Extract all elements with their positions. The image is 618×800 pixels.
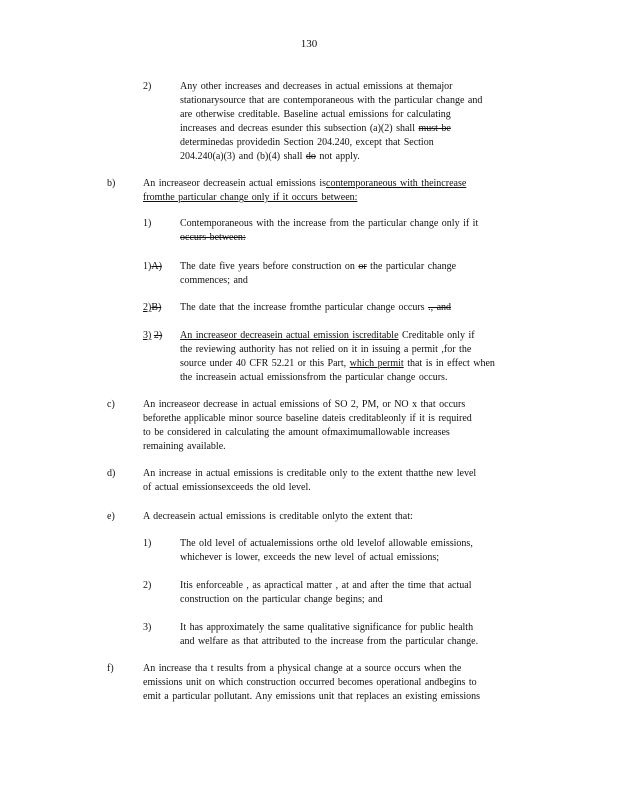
text-run: The date five years before construction on (180, 261, 359, 272)
text-line (143, 481, 515, 495)
text-line (180, 122, 535, 136)
item-label (143, 329, 162, 343)
text-run: do (305, 151, 316, 162)
text-run: contemporaneous with theincrease (326, 178, 467, 189)
text-line (180, 217, 535, 231)
paragraph-b1 (180, 217, 535, 245)
item-label: f) (107, 663, 114, 674)
text-line (143, 467, 515, 481)
text-run: The date that the increase fromthe particular change occurs (180, 302, 429, 313)
text-line (180, 593, 535, 607)
item-label: e) (107, 511, 115, 522)
text-line (180, 551, 535, 565)
paragraph-c (143, 398, 515, 454)
paragraph-f (143, 662, 515, 704)
text-line (180, 537, 535, 551)
text-line (180, 274, 535, 288)
item-label: 3) (143, 622, 152, 633)
text-run: and welfare as that attributed to the increase from the particular change. (180, 636, 479, 647)
item-label: d) (107, 468, 116, 479)
text-line (180, 343, 535, 357)
text-run: An increaseor decrease in actual emissions of SO 2, PM, or NO x that occurs (143, 399, 466, 410)
text-line (143, 662, 515, 676)
paragraph-e (143, 510, 515, 524)
text-run: emissions unit on which construction occurred becomes operational andbegins to (143, 677, 477, 688)
text-line (180, 329, 535, 343)
label-struck: A) (151, 261, 162, 272)
text-run: An increaseor decreasein actual emissions is (143, 178, 326, 189)
label-new: 1) (143, 261, 152, 272)
text-line (180, 621, 535, 635)
text-run: of actual emissionsexceeds the old level. (143, 482, 311, 493)
paragraph-b1-a (180, 260, 535, 288)
text-run: Any other increases and decreases in actual emissions at themajor (180, 81, 453, 92)
label-new: 3) (143, 330, 152, 341)
text-line (143, 440, 515, 454)
text-run: remaining available. (143, 441, 226, 452)
text-run: The old level of actualemissions orthe old levelof allowable emissions, (180, 538, 473, 549)
paragraph-b (143, 177, 515, 205)
text-run: whichever is lower, exceeds the new level of actual emissions; (180, 552, 440, 563)
item-label (143, 260, 162, 274)
text-run: that is in effect when (403, 358, 495, 369)
label-new: 2) (143, 302, 152, 313)
item-label (143, 301, 161, 315)
text-run: occurs between: (180, 232, 246, 243)
text-run: commences; and (180, 275, 248, 286)
text-line (180, 579, 535, 593)
item-label: 2) (143, 81, 152, 92)
text-run: Contemporaneous with the increase from the particular change only if it (180, 218, 479, 229)
paragraph-b2 (180, 301, 535, 315)
text-run: not apply. (315, 151, 360, 162)
text-run: A decreasein actual emissions is creditable onlyto the extent that: (143, 511, 413, 522)
text-run: which permit (349, 358, 404, 369)
text-run: fromthe particular change only if it occurs between: (143, 192, 358, 203)
text-line (143, 412, 515, 426)
text-run: must be (418, 123, 451, 134)
text-line (180, 231, 535, 245)
text-line (143, 191, 515, 205)
paragraph-e1 (180, 537, 535, 565)
label-struck: 2) (153, 330, 163, 341)
text-run: are otherwise creditable. Baseline actual emissions for calculating (180, 109, 451, 120)
text-run: stationarysource that are contemporaneous with the particular change and (180, 95, 483, 106)
text-run: It has approximately the same qualitative significance for public health (180, 622, 474, 633)
text-run: An increaseor decreasein actual emission iscreditable (180, 330, 399, 341)
text-run: determinedas providedin Section 204.240, except that Section (180, 137, 434, 148)
text-run: emit a particular pollutant. Any emissions unit that replaces an existing emissions (143, 691, 481, 702)
text-run: the increasein actual emissionsfrom the particular change occurs. (180, 372, 448, 383)
text-run: the reviewing authority has not relied on it in issuing a permit ,for the (180, 344, 472, 355)
text-run: or (358, 261, 367, 272)
text-run: construction on the particular change begins; and (180, 594, 383, 605)
item-label: 1) (143, 538, 152, 549)
text-run: An increase tha t results from a physical change at a source occurs when the (143, 663, 462, 674)
paragraph-d (143, 467, 515, 495)
text-line (180, 136, 535, 150)
paragraph-e2 (180, 579, 535, 607)
text-line (143, 510, 515, 524)
text-run: Creditable only if (398, 330, 475, 341)
text-line (180, 108, 535, 122)
paragraph-e3 (180, 621, 535, 649)
item-label: 2) (143, 580, 152, 591)
text-line (180, 371, 535, 385)
page-number: 130 (300, 38, 318, 50)
text-line (180, 301, 535, 315)
paragraph-a2 (180, 80, 535, 164)
text-run: Itis enforceable , as apractical matter , at and after the time that actual (180, 580, 472, 591)
label-struck: B) (151, 302, 162, 313)
paragraph-b3 (180, 329, 535, 385)
text-run: source under 40 CFR 52.21 or this Part, (180, 358, 350, 369)
text-line (180, 635, 535, 649)
text-line (143, 690, 515, 704)
text-run: beforethe applicable minor source baseline dateis creditableonly if it is required (143, 413, 472, 424)
text-run: the particular change (366, 261, 457, 272)
item-label: c) (107, 399, 115, 410)
text-line (143, 676, 515, 690)
text-run: ., and (428, 302, 452, 313)
text-run: An increase in actual emissions is creditable only to the extent thatthe new level (143, 468, 477, 479)
text-line (143, 398, 515, 412)
text-line (143, 426, 515, 440)
text-line (180, 357, 535, 371)
text-line (180, 80, 535, 94)
text-line (180, 150, 535, 164)
item-label: 1) (143, 218, 152, 229)
item-label: b) (107, 178, 116, 189)
text-run: 204.240(a)(3) and (b)(4) shall (180, 151, 306, 162)
text-line (180, 94, 535, 108)
text-run: increases and decreas esunder this subsection (a)(2) shall (180, 123, 419, 134)
text-line (180, 260, 535, 274)
text-line (143, 177, 515, 191)
text-run: to be considered in calculating the amount ofmaximumallowable increases (143, 427, 450, 438)
